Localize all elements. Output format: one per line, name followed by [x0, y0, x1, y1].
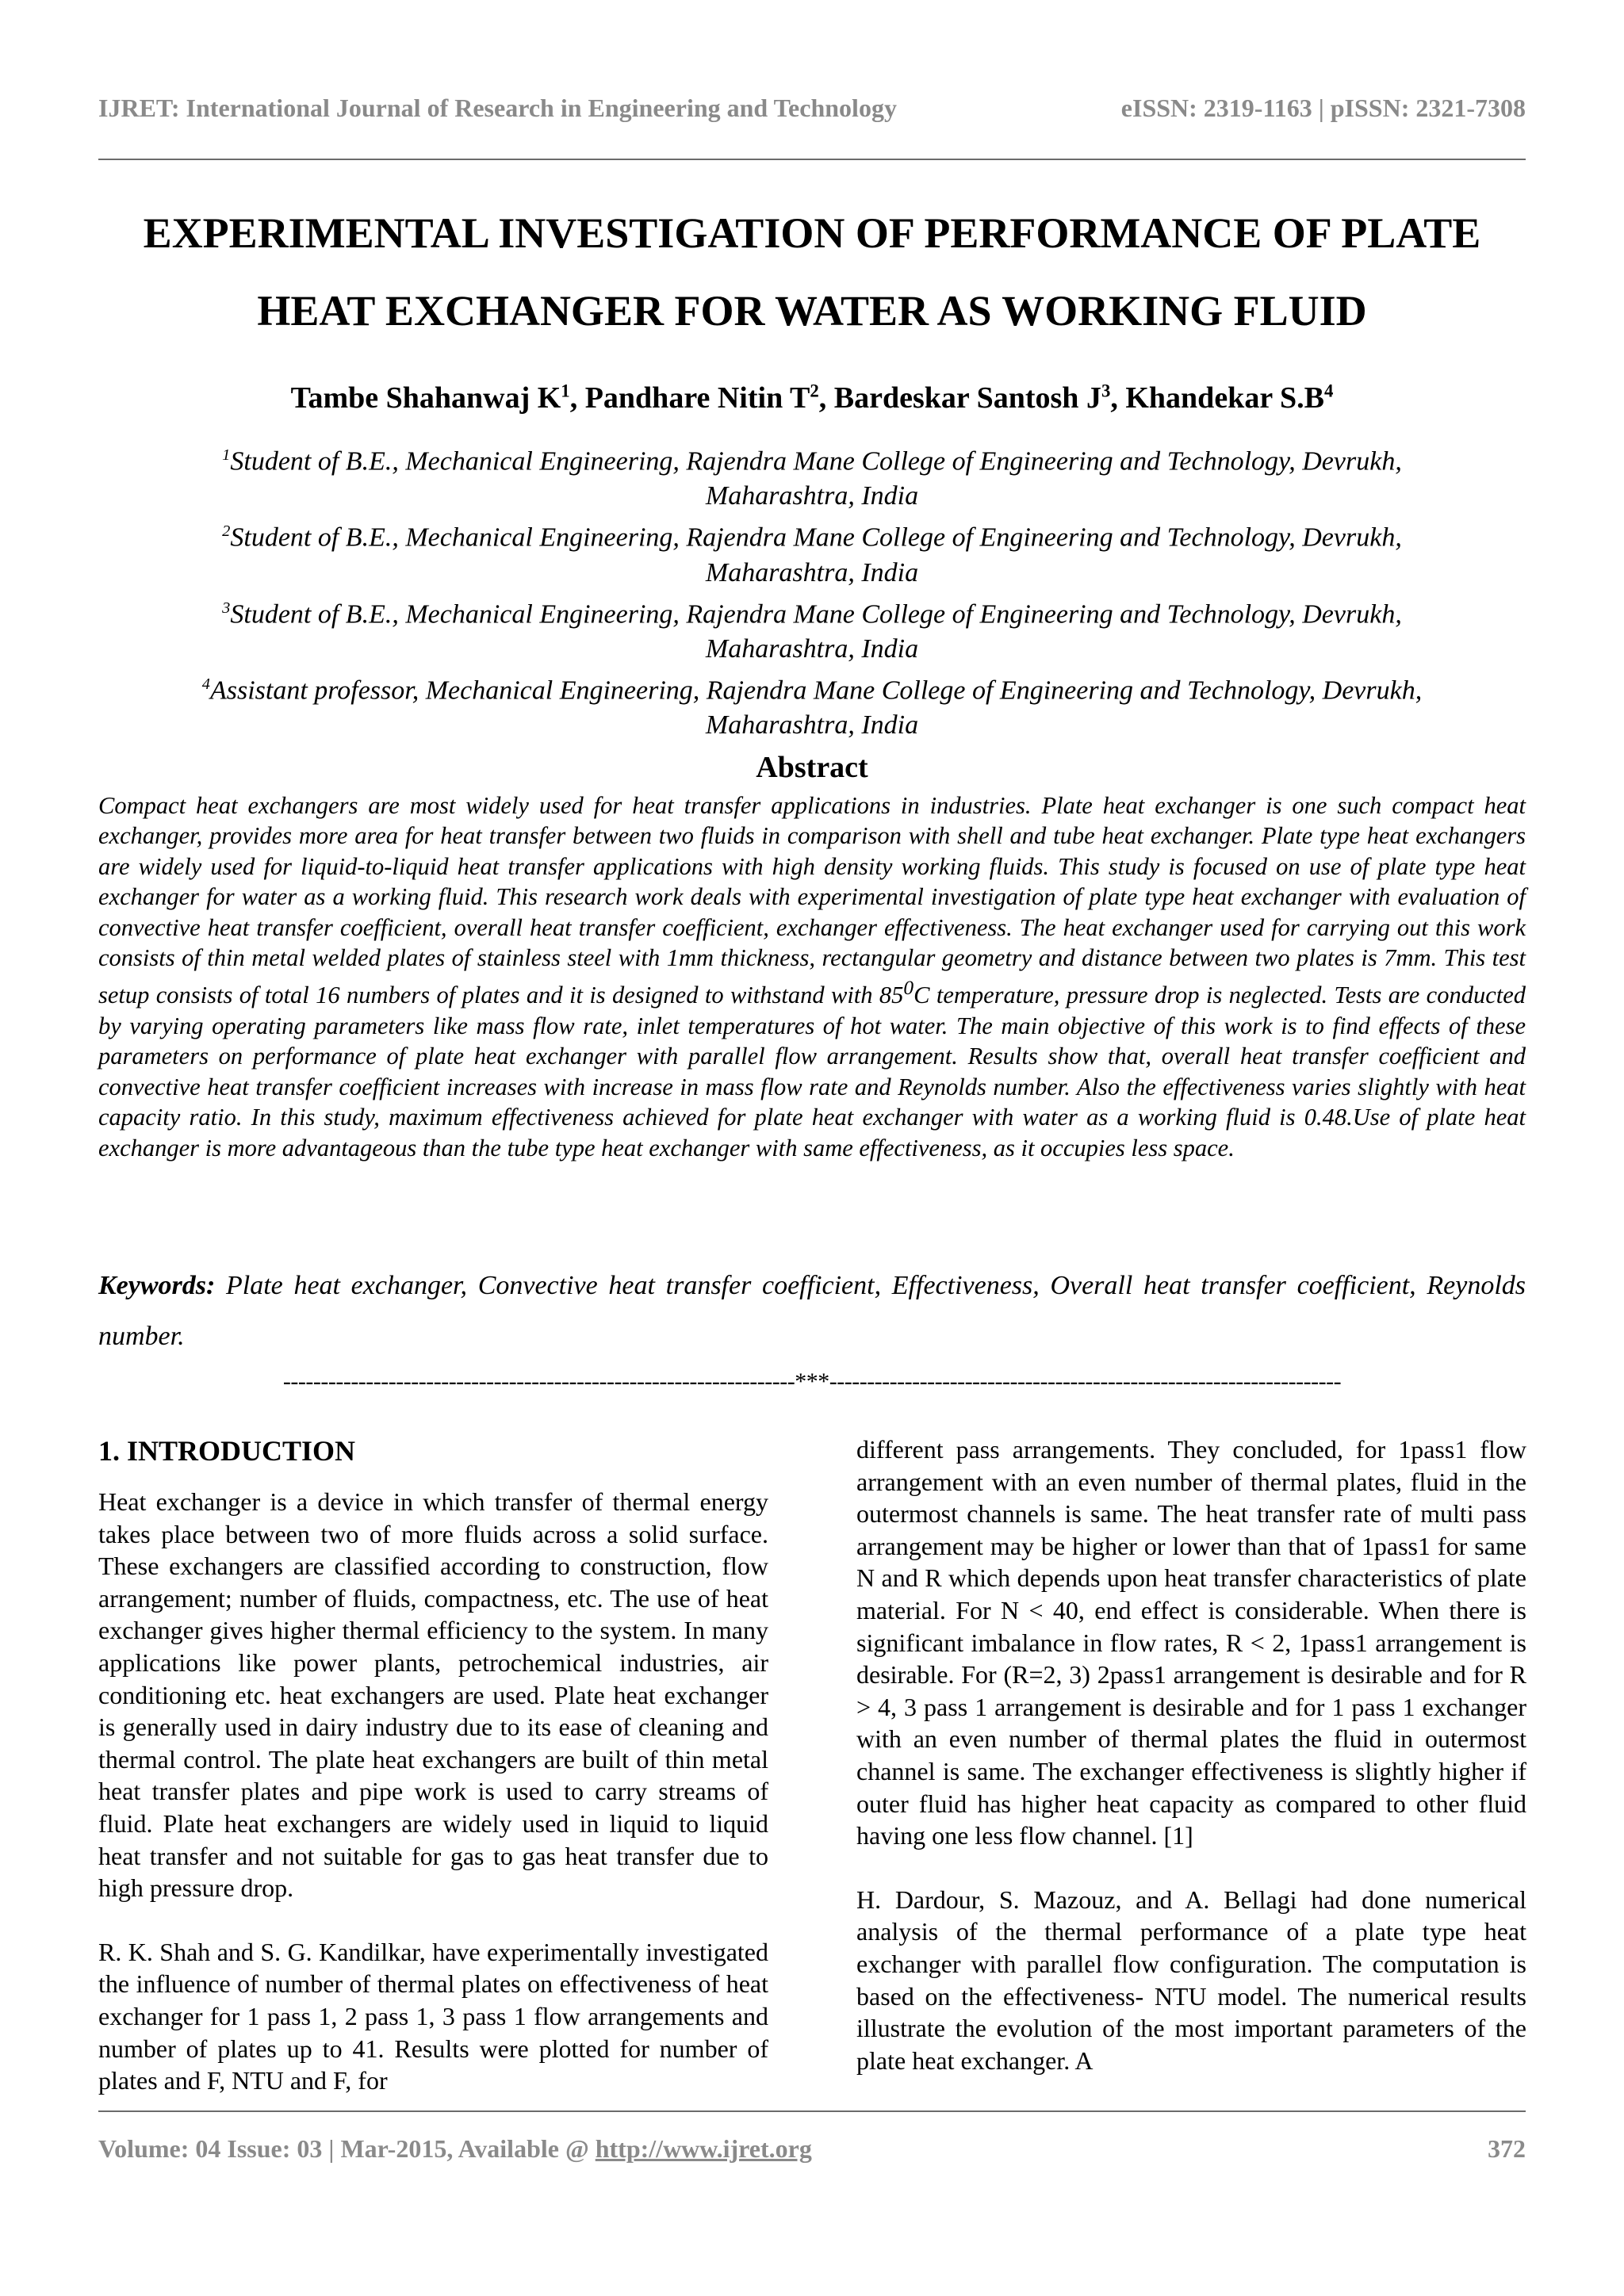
- paragraph: R. K. Shah and S. G. Kandilkar, have experimentally investigated the influence of number of thermal plates on effectiveness of heat exchanger for 1 pass 1, 2 pass 1, 3 pass 1 flow arrangements and number of plates up to 41. Results were plotted for number of plates and F, NTU and F, for: [98, 1937, 768, 2095]
- author: Khandekar S.B: [1125, 381, 1324, 415]
- keywords: [98, 1261, 1526, 1362]
- degree-sup: 0: [903, 977, 914, 1000]
- author-sup: 4: [1323, 381, 1334, 401]
- affiliation-sup: 2: [222, 522, 231, 541]
- section-separator: --------------------------------------------------------------------***--------------------------------------------------------------------: [282, 1368, 1342, 1395]
- author-sep: ,: [818, 381, 834, 415]
- affiliation-line: Maharashtra, India: [705, 633, 919, 664]
- affiliation-line: Maharashtra, India: [705, 481, 919, 511]
- abstract-body: [98, 790, 1526, 1163]
- affiliation-line: Student of B.E., Mechanical Engineering, Rajendra Mane College of Engineering and Technology, Devrukh,: [230, 599, 1402, 629]
- author-sep: ,: [1110, 381, 1126, 415]
- affiliation-sup: 3: [222, 599, 231, 617]
- affiliation-sup: 1: [222, 446, 231, 464]
- volume-text: Volume: 04 Issue: 03 | Mar-2015, Available @: [98, 2134, 596, 2163]
- title-line-2: HEAT EXCHANGER FOR WATER AS WORKING FLUID: [257, 287, 1367, 335]
- affiliation: [98, 514, 1526, 590]
- paragraph: H. Dardour, S. Mazouz, and A. Bellagi had done numerical analysis of the thermal performance of a plate type heat exchanger with parallel flow configuration. The computation is based on the effectiveness- NTU model. The numerical results illustrate the evolution of the most important parameters of the plate heat exchanger. A: [856, 1885, 1526, 2075]
- page-number: 372: [1488, 2134, 1526, 2163]
- keywords-text: Plate heat exchanger, Convective heat transfer coefficient, Effectiveness, Overall heat transfer coefficient, Reynolds number.: [98, 1271, 1526, 1351]
- keywords-label: Keywords:: [98, 1271, 216, 1300]
- left-column: [98, 1433, 768, 2129]
- author-sep: ,: [569, 381, 585, 415]
- paper-title: [98, 194, 1526, 350]
- title-line-1: EXPERIMENTAL INVESTIGATION OF PERFORMANCE OF PLATE: [143, 209, 1481, 257]
- footer-rule: [98, 2110, 1526, 2112]
- author-sup: 1: [561, 381, 570, 401]
- abstract-heading: Abstract: [756, 751, 868, 784]
- footer-volume: [98, 2134, 812, 2164]
- affiliation: [98, 667, 1526, 743]
- abstract-text: C temperature, pressure drop is neglected. Tests are conducted by varying operating parameters like mass flow rate, inlet temperatures of hot water. The main objective of this work is to find effects of these parameters on performance of plate heat exchanger with parallel flow arrangement. Results show that, overall heat transfer coefficient and convective heat transfer coefficient increases with increase in mass flow rate and Reynolds number. Also the effectiveness varies slightly with heat capacity ratio. In this study, maximum effectiveness achieved for plate heat exchanger with water as a working fluid is 0.48.Use of plate heat exchanger is more advantageous than the tube type heat exchanger with same effectiveness, as it occupies less space.: [98, 982, 1526, 1161]
- journal-name: IJRET: International Journal of Research in Engineering and Technology: [98, 94, 897, 122]
- affiliation-line: Maharashtra, India: [705, 710, 919, 740]
- paragraph: Heat exchanger is a device in which transfer of thermal energy takes place between two of more fluids across a solid surface. These exchangers are classified according to construction, flow arrangement; number of fluids, compactness, etc. The use of heat exchanger gives higher thermal efficiency to the system. In many applications like power plants, petrochemical industries, air conditioning etc. heat exchangers are used. Plate heat exchanger is generally used in dairy industry due to its ease of cleaning and thermal control. The plate heat exchangers are built of thin metal heat transfer plates and pipe work is used to carry streams of fluid. Plate heat exchangers are widely used in liquid to liquid heat transfer and not suitable for gas to gas heat transfer due to high pressure drop.: [98, 1487, 768, 1903]
- journal-link[interactable]: http://www.ijret.org: [595, 2134, 812, 2163]
- author: Pandhare Nitin T: [584, 381, 810, 415]
- affiliation: [98, 438, 1526, 514]
- affiliation-sup: 4: [201, 675, 210, 693]
- paragraph: different pass arrangements. They concluded, for 1pass1 flow arrangement with an even number of thermal plates, fluid in the outermost channels is same. The heat transfer rate of multi pass arrangement may be higher or lower than that of 1pass1 for same N and R which depends upon heat transfer characteristics of plate material. For N < 40, end effect is considerable. When there is significant imbalance in flow rates, R < 2, 1pass1 arrangement is desirable. For (R=2, 3) 2pass1 arrangement is desirable and for R > 4, 3 pass 1 arrangement is desirable and for 1 pass 1 exchanger with an even number of thermal plates the fluid in outermost channel is same. The exchanger effectiveness is slightly higher if outer fluid has higher heat capacity as compared to other fluid having one less flow channel. [1]: [856, 1435, 1526, 1850]
- author: Tambe Shahanwaj K: [290, 381, 561, 415]
- affiliation-line: Maharashtra, India: [705, 557, 919, 587]
- affiliation-line: Assistant professor, Mechanical Engineering, Rajendra Mane College of Engineering and Technology, Devrukh,: [209, 675, 1423, 706]
- affiliations: [98, 438, 1526, 743]
- affiliation-line: Student of B.E., Mechanical Engineering, Rajendra Mane College of Engineering and Technology, Devrukh,: [230, 446, 1402, 476]
- author-sup: 2: [810, 381, 819, 401]
- section-heading: 1. INTRODUCTION: [98, 1435, 356, 1467]
- right-column: [856, 1433, 1526, 2108]
- abstract-text: Compact heat exchangers are most widely used for heat transfer applications in industries. Plate heat exchanger is one such compact heat exchanger, provides more area for heat transfer between two fluids in comparison with shell and tube heat exchanger. Plate type heat exchangers are widely used for liquid-to-liquid heat transfer applications with high density working fluids. This study is focused on use of plate type heat exchanger for water as a working fluid. This research work deals with experimental investigation of plate type heat exchanger with evaluation of convective heat transfer coefficient, overall heat transfer coefficient, exchanger effectiveness. The heat exchanger used for carrying out this work consists of thin metal welded plates of stainless steel with 1mm thickness, rectangular geometry and distance between two plates is 7mm. This test setup consists of total 16 numbers of plates and it is designed to withstand with 85: [98, 792, 1526, 1009]
- author: Bardeskar Santosh J: [833, 381, 1101, 415]
- author-sup: 3: [1101, 381, 1111, 401]
- issn: eISSN: 2319-1163 | pISSN: 2321-7308: [1120, 94, 1526, 122]
- running-header: [98, 94, 1526, 123]
- running-footer: [98, 2134, 1526, 2164]
- affiliation: [98, 591, 1526, 667]
- author-list: [98, 381, 1526, 415]
- affiliation-line: Student of B.E., Mechanical Engineering, Rajendra Mane College of Engineering and Technology, Devrukh,: [230, 522, 1402, 553]
- header-rule: [98, 159, 1526, 160]
